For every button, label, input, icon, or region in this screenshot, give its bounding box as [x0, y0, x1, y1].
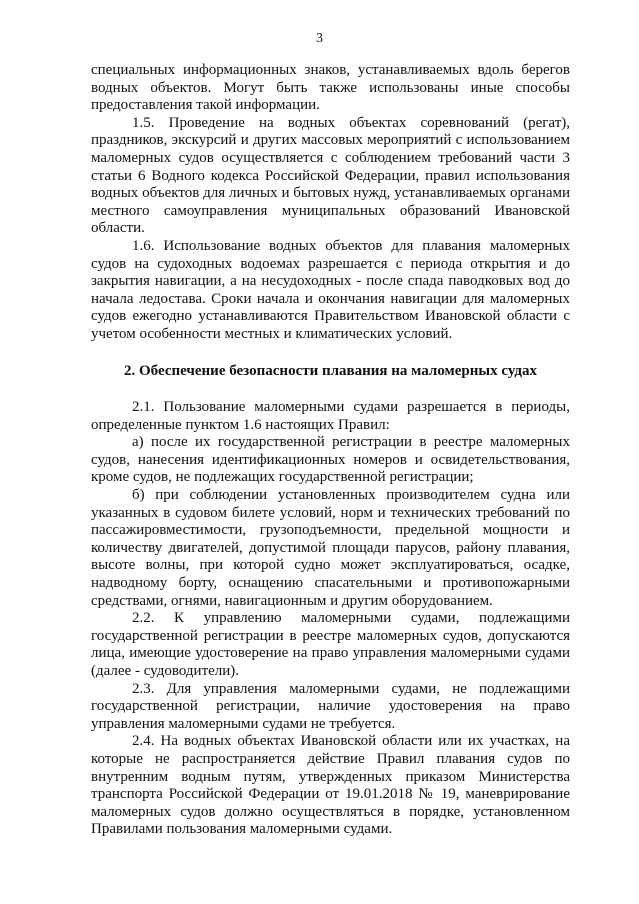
paragraph-2-4: 2.4. На водных объектах Ивановской области или их участках, на которые не распространяется действие Правил плавания судов по внутренним водным путям, утвержденных приказом Министерства транспорта Российской Федерации от 19.01.2018 № 19, маневрирование маломерных судов должно осуществляться в порядке, установленном Правилами пользования маломерными судами. [91, 733, 570, 838]
paragraph-2-1: 2.1. Пользование маломерными судами разрешается в периоды, определенные пунктом 1.6 настоящих Правил: [91, 399, 570, 433]
page-number: 3 [316, 31, 323, 46]
paragraph-1-5: 1.5. Проведение на водных объектах соревнований (регат), праздников, экскурсий и других массовых мероприятий с использованием маломерных судов осуществляется с соблюдением требований части 3 статьи 6 Водного кодекса Российской Федерации, правил использования водных объектов для личных и бытовых нужд, устанавливаемых органами местного самоуправления муниципальных образований Ивановской области. [91, 114, 570, 237]
section-heading: 2. Обеспечение безопасности плавания на маломерных судах [124, 362, 537, 379]
paragraph-2-1-b: б) при соблюдении установленных производителем судна или указанных в судовом билете условий, норм и технических требований по пассажировместимости, грузоподъемности, предельной мощности и количеству двигателей, допустимой площади парусов, району плавания, высоте волны, при которой судно может эксплуатироваться, осадке, надводному борту, оснащению спасательными и противопожарными средствами, огнями, навигационным и другим оборудованием. [91, 487, 570, 609]
paragraph-2-1-a: а) после их государственной регистрации в реестре маломерных судов, нанесения идентификационных номеров и освидетельствования, кроме судов, не подлежащих государственной регистрации; [91, 434, 570, 486]
paragraph-continuation: специальных информационных знаков, устанавливаемых вдоль берегов водных объектов. Могут быть также использованы иные способы предоставления такой информации. [91, 62, 570, 114]
paragraph-2-3: 2.3. Для управления маломерными судами, не подлежащими государственной регистрации, наличие удостоверения на право управления маломерными судами не требуется. [91, 680, 570, 732]
paragraph-2-2: 2.2. К управлению маломерными судами, подлежащими государственной регистрации в реестре маломерных судов, допускаются лица, имеющие удостоверение на право управления маломерными судами (далее - судоводители). [91, 610, 570, 679]
document-body [91, 62, 570, 839]
paragraph-1-6: 1.6. Использование водных объектов для плавания маломерных судов на судоходных водоемах разрешается с периода открытия и до закрытия навигации, а на несудоходных - после спада паводковых вод до начала ледостава. Сроки начала и окончания навигации для маломерных судов ежегодно устанавливаются Правительством Ивановской области с учетом особенности местных и климатических условий. [91, 237, 570, 342]
